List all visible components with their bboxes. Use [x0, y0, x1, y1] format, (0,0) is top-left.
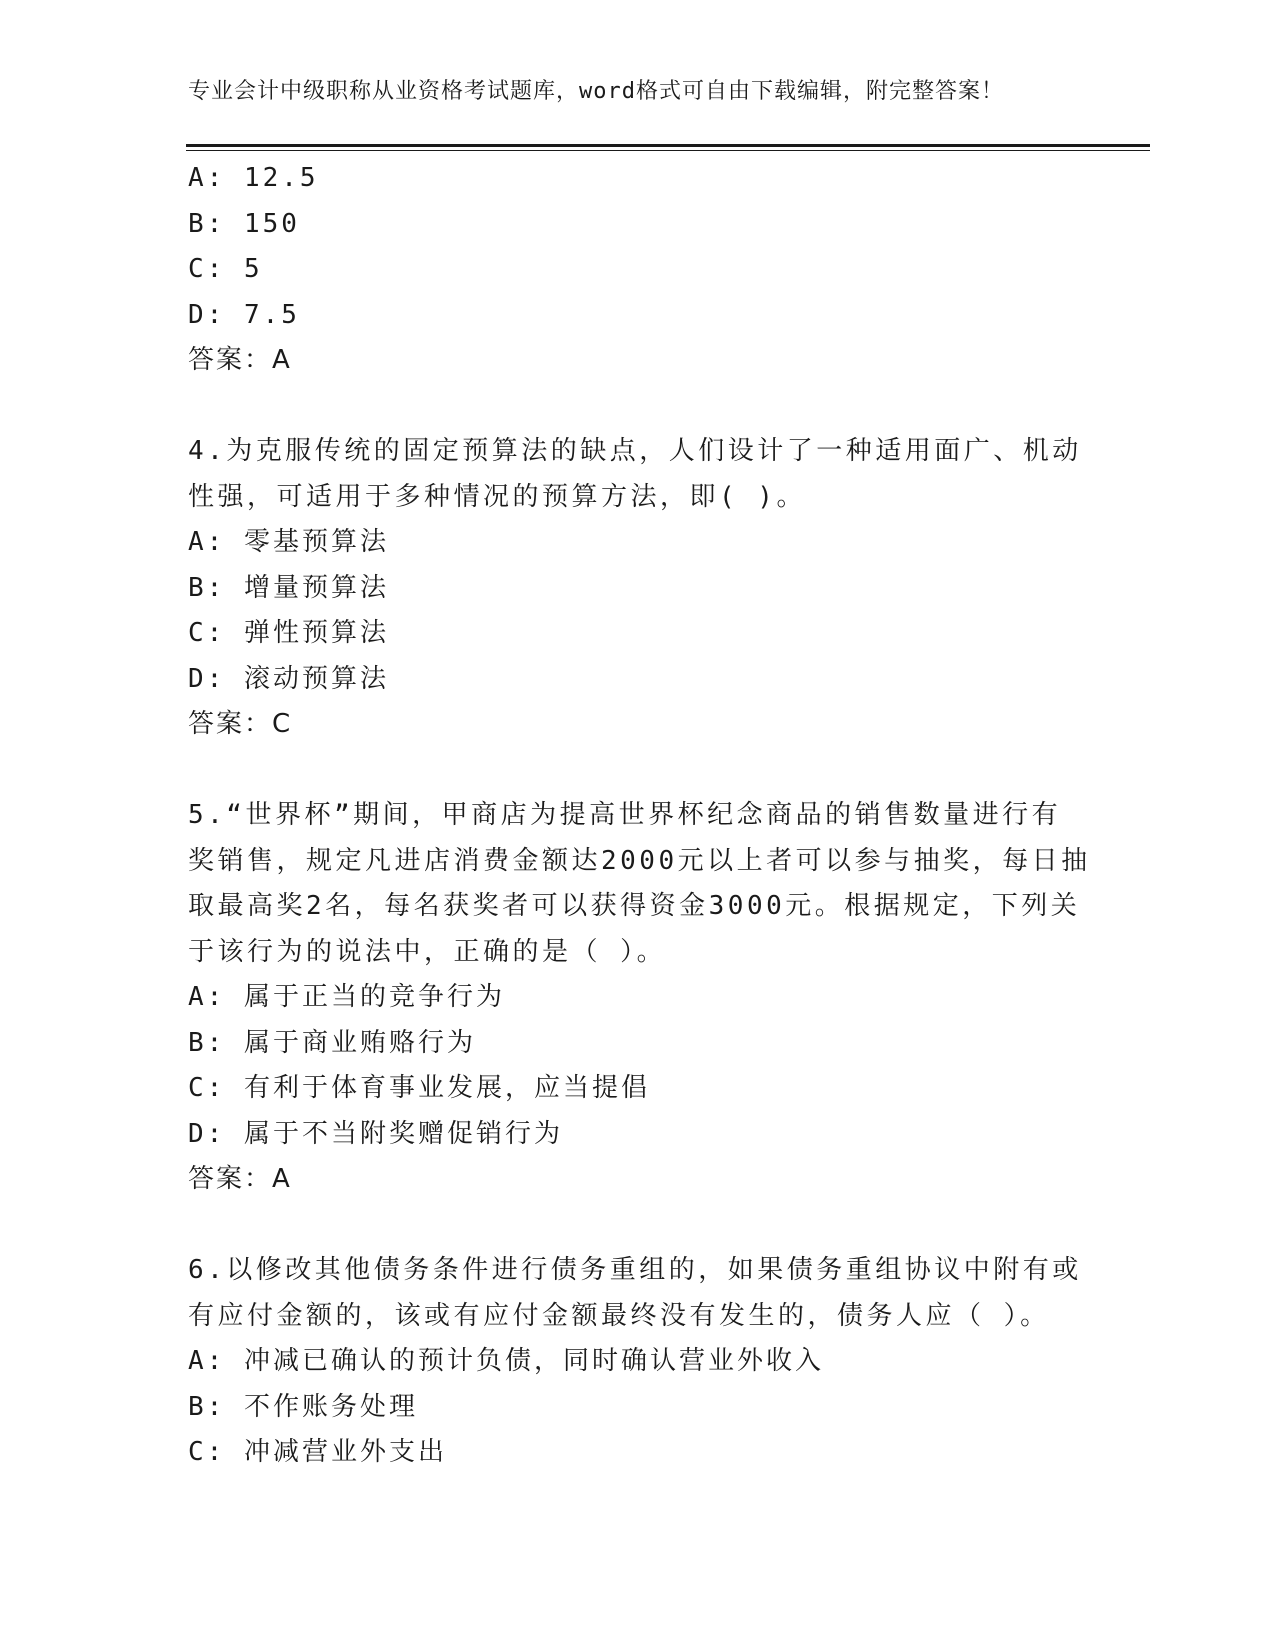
question-3	[188, 156, 1078, 384]
question-content	[188, 156, 1091, 1476]
stem-line: 5.“世界杯”期间，甲商店为提高世界杯纪念商品的销售数量进行有	[188, 800, 1062, 830]
question-4	[188, 429, 1082, 748]
answer: 答案：C	[188, 709, 293, 739]
option-c: C: 5	[188, 254, 263, 284]
option-d: D: 属于不当附奖赠促销行为	[188, 1118, 563, 1149]
stem-line: 性强，可适用于多种情况的预算方法，即( )。	[188, 481, 806, 512]
question-stem	[188, 793, 1091, 975]
option-b: B: 增量预算法	[188, 572, 389, 603]
answer: 答案：A	[188, 345, 292, 375]
question-stem	[188, 429, 1082, 520]
option-b: B: 属于商业贿赂行为	[188, 1027, 476, 1058]
option-d: D: 7.5	[188, 299, 300, 330]
stem-line: 于该行为的说法中，正确的是（ ）。	[188, 936, 667, 967]
option-a: A: 冲减已确认的预计负债，同时确认营业外收入	[188, 1346, 824, 1376]
option-c: C: 有利于体育事业发展，应当提倡	[188, 1073, 650, 1103]
option-c: C: 弹性预算法	[188, 618, 389, 648]
question-6	[188, 1248, 1082, 1476]
stem-line: 4.为克服传统的固定预算法的缺点，人们设计了一种适用面广、机动	[188, 436, 1082, 466]
spacer	[188, 384, 1078, 430]
header-rule-thick	[186, 144, 1150, 147]
option-b: B: 150	[188, 208, 300, 239]
stem-line: 取最高奖2名，每名获奖者可以获得资金3000元。根据规定，下列关	[188, 891, 1081, 921]
option-a: A: 12.5	[188, 163, 319, 193]
option-b: B: 不作账务处理	[188, 1391, 418, 1422]
option-a: A: 零基预算法	[188, 527, 389, 557]
option-c: C: 冲减营业外支出	[188, 1437, 447, 1467]
header-rule-thin	[186, 150, 1150, 151]
spacer	[188, 748, 1078, 794]
stem-line: 6.以修改其他债务条件进行债务重组的，如果债务重组协议中附有或	[188, 1255, 1082, 1285]
spacer	[188, 1203, 1078, 1249]
page-header: 专业会计中级职称从业资格考试题库，word格式可自由下载编辑，附完整答案！	[188, 79, 1004, 104]
option-a: A: 属于正当的竞争行为	[188, 982, 505, 1012]
stem-line: 奖销售，规定凡进店消费金额达2000元以上者可以参与抽奖，每日抽	[188, 845, 1091, 876]
question-5	[188, 793, 1091, 1203]
answer: 答案：A	[188, 1164, 292, 1194]
question-stem	[188, 1248, 1082, 1339]
stem-line: 有应付金额的，该或有应付金额最终没有发生的，债务人应（ ）。	[188, 1300, 1050, 1331]
option-d: D: 滚动预算法	[188, 663, 389, 694]
